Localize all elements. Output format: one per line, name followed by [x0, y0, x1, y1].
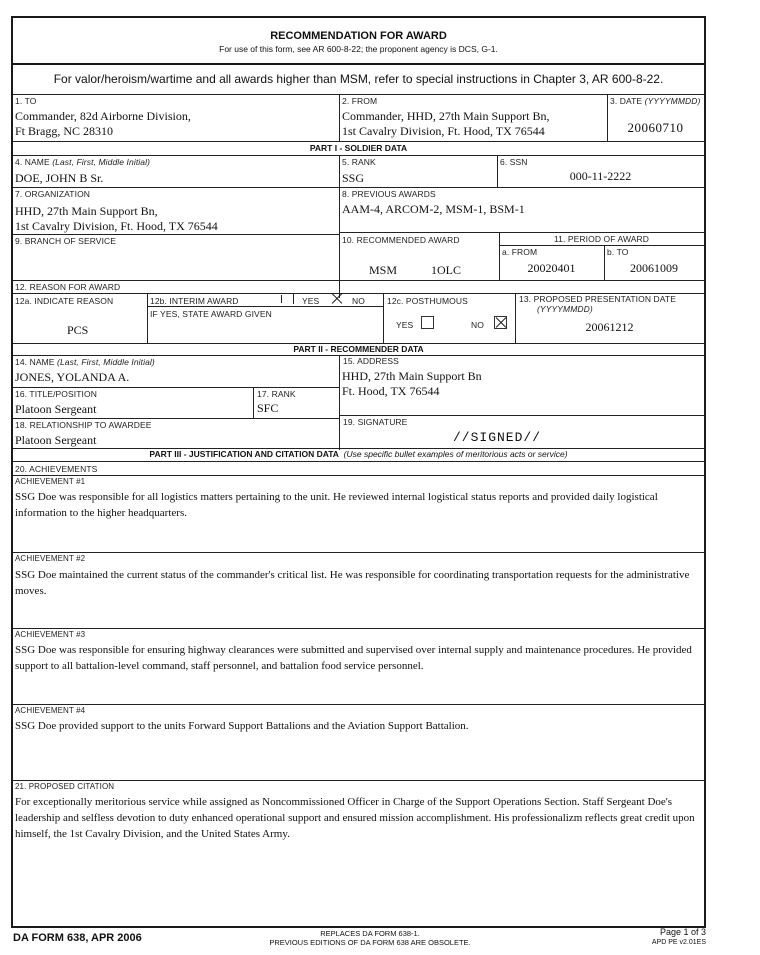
from-label: 2. FROM	[342, 96, 378, 106]
soldier-rank-value[interactable]: SSG	[342, 171, 365, 185]
soldier-rank-label: 5. RANK	[342, 157, 376, 167]
signature-value[interactable]: //SIGNED//	[453, 430, 542, 445]
to-label: 1. TO	[15, 96, 37, 106]
signature-label: 19. SIGNATURE	[343, 417, 408, 427]
ssn-value[interactable]: 000-11-2222	[569, 169, 632, 183]
interim-award-label: 12b. INTERIM AWARD	[150, 296, 239, 306]
soldier-name-value[interactable]: DOE, JOHN B Sr.	[15, 171, 104, 185]
citation-label: 21. PROPOSED CITATION	[15, 782, 115, 791]
award-form	[11, 16, 706, 928]
achievement-2-text[interactable]: SSG Doe maintained the current status of the commander's critical list. He was responsible for coordinating transportation requests for the administrative moves.	[15, 569, 690, 597]
achievement-3-text[interactable]: SSG Doe was responsible for ensuring highway clearances were submitted and supervised over internal supply and maintenance procedures. He provided support to all battalion-level command, staff personnel, and battalion food service personnel.	[15, 644, 692, 672]
address-label: 15. ADDRESS	[343, 356, 399, 366]
achievement-3-label: ACHIEVEMENT #3	[15, 630, 86, 639]
posthumous-yes-label: YES	[396, 320, 414, 330]
period-from-label: a. FROM	[502, 247, 538, 257]
relationship-value[interactable]: Platoon Sergeant	[15, 433, 97, 447]
ssn-label: 6. SSN	[500, 157, 528, 167]
posthumous-yes-checkbox[interactable]	[421, 316, 434, 329]
recommended-award-label: 10. RECOMMENDED AWARD	[342, 235, 460, 245]
presentation-date-label: 13. PROPOSED PRESENTATION DATE	[519, 294, 676, 304]
branch-label: 9. BRANCH OF SERVICE	[15, 236, 117, 246]
form-title: RECOMMENDATION FOR AWARD	[270, 30, 447, 42]
interim-yes-label: YES	[302, 296, 320, 306]
reason-label: 12. REASON FOR AWARD	[15, 282, 121, 292]
indicate-reason-value[interactable]: PCS	[67, 323, 89, 337]
organization-line1[interactable]: HHD, 27th Main Support Bn,	[15, 204, 158, 218]
recommended-award-value[interactable]: MSM	[369, 263, 398, 277]
achievements-label: 20. ACHIEVEMENTS	[15, 464, 98, 474]
obsolete-note: PREVIOUS EDITIONS OF DA FORM 638 ARE OBSOLETE.	[269, 938, 471, 947]
recommender-name-value[interactable]: JONES, YOLANDA A.	[15, 370, 130, 384]
achievement-4-label: ACHIEVEMENT #4	[15, 706, 86, 715]
date-value[interactable]: 20060710	[627, 120, 684, 135]
title-position-value[interactable]: Platoon Sergeant	[15, 402, 97, 416]
posthumous-no-checkbox[interactable]	[494, 316, 507, 329]
interim-no-checkbox[interactable]	[331, 293, 344, 306]
title-position-label: 16. TITLE/POSITION	[15, 389, 97, 399]
achievement-2-label: ACHIEVEMENT #2	[15, 554, 86, 563]
presentation-date-hint: (YYYYMMDD)	[537, 304, 593, 314]
replaces-note: REPLACES DA FORM 638-1.	[320, 929, 420, 938]
citation-text[interactable]: For exceptionally meritorious service while assigned as Noncommissioned Officer in Charge of the Support Operations Section. Staff Sergeant Doe's leadership and selfless devotion to duty enhanced operational support and ensured mission accomplishment. His professionalizm reflects great credit upon himself, the 1st Cavalry Division, and the United States Army.	[15, 796, 695, 840]
form-number: DA FORM 638, APR 2006	[13, 932, 142, 944]
to-line2[interactable]: Ft Bragg, NC 28310	[15, 124, 114, 138]
relationship-label: 18. RELATIONSHIP TO AWARDEE	[15, 420, 152, 430]
achievement-4-text[interactable]: SSG Doe provided support to the units Forward Support Battalions and the Aviation Support Battalion.	[15, 720, 469, 732]
version-label: APD PE v2.01ES	[651, 939, 706, 946]
recommender-name-label: 14. NAME (Last, First, Middle Initial)	[15, 357, 155, 367]
posthumous-label: 12c. POSTHUMOUS	[387, 296, 468, 306]
part3-header: PART III - JUSTIFICATION AND CITATION DATA (Use specific bullet examples of meritorious acts or service)	[149, 449, 568, 459]
organization-label: 7. ORGANIZATION	[15, 189, 91, 199]
indicate-reason-label: 12a. INDICATE REASON	[15, 296, 114, 306]
form-subtitle: For use of this form, see AR 600-8-22; the proponent agency is DCS, G-1.	[219, 44, 498, 54]
interim-no-label: NO	[352, 296, 365, 306]
recommender-rank-value[interactable]: SFC	[257, 401, 279, 415]
recommender-rank-label: 17. RANK	[257, 389, 296, 399]
interim-given-label: IF YES, STATE AWARD GIVEN	[150, 309, 272, 319]
period-to-value[interactable]: 20061009	[630, 261, 678, 275]
period-from-value[interactable]: 20020401	[527, 261, 576, 275]
posthumous-no-label: NO	[471, 320, 484, 330]
special-instructions-notice: For valor/heroism/wartime and all awards higher than MSM, refer to special instructions in Chapter 3, AR 600-8-22.	[53, 72, 664, 86]
date-label: 3. DATE (YYYYMMDD)	[610, 96, 701, 106]
part2-title: PART II - RECOMMENDER DATA	[293, 344, 424, 354]
address-line1[interactable]: HHD, 27th Main Support Bn	[342, 369, 482, 383]
from-line2[interactable]: 1st Cavalry Division, Ft. Hood, TX 76544	[342, 124, 545, 138]
previous-awards-label: 8. PREVIOUS AWARDS	[342, 189, 436, 199]
to-line1[interactable]: Commander, 82d Airborne Division,	[15, 109, 191, 123]
period-to-label: b. TO	[607, 247, 629, 257]
period-label: 11. PERIOD OF AWARD	[553, 234, 650, 244]
address-line2[interactable]: Ft. Hood, TX 76544	[342, 384, 440, 398]
soldier-name-label: 4. NAME (Last, First, Middle Initial)	[15, 157, 151, 167]
achievement-1-text[interactable]: SSG Doe was responsible for all logistics matters pertaining to the unit. He reviewed internal logistical status reports and provided daily logistical information to the higher headquarters.	[15, 491, 658, 519]
organization-line2[interactable]: 1st Cavalry Division, Ft. Hood, TX 76544	[15, 219, 218, 233]
part1-title: PART I - SOLDIER DATA	[309, 143, 408, 153]
from-line1[interactable]: Commander, HHD, 27th Main Support Bn,	[342, 109, 550, 123]
previous-awards-value[interactable]: AAM-4, ARCOM-2, MSM-1, BSM-1	[342, 202, 525, 216]
presentation-date-value[interactable]: 20061212	[585, 320, 634, 334]
achievement-1-label: ACHIEVEMENT #1	[15, 477, 86, 486]
page-indicator: Page 1 of 3	[659, 927, 706, 937]
oak-leaf-cluster-value[interactable]: 1OLC	[431, 263, 461, 277]
